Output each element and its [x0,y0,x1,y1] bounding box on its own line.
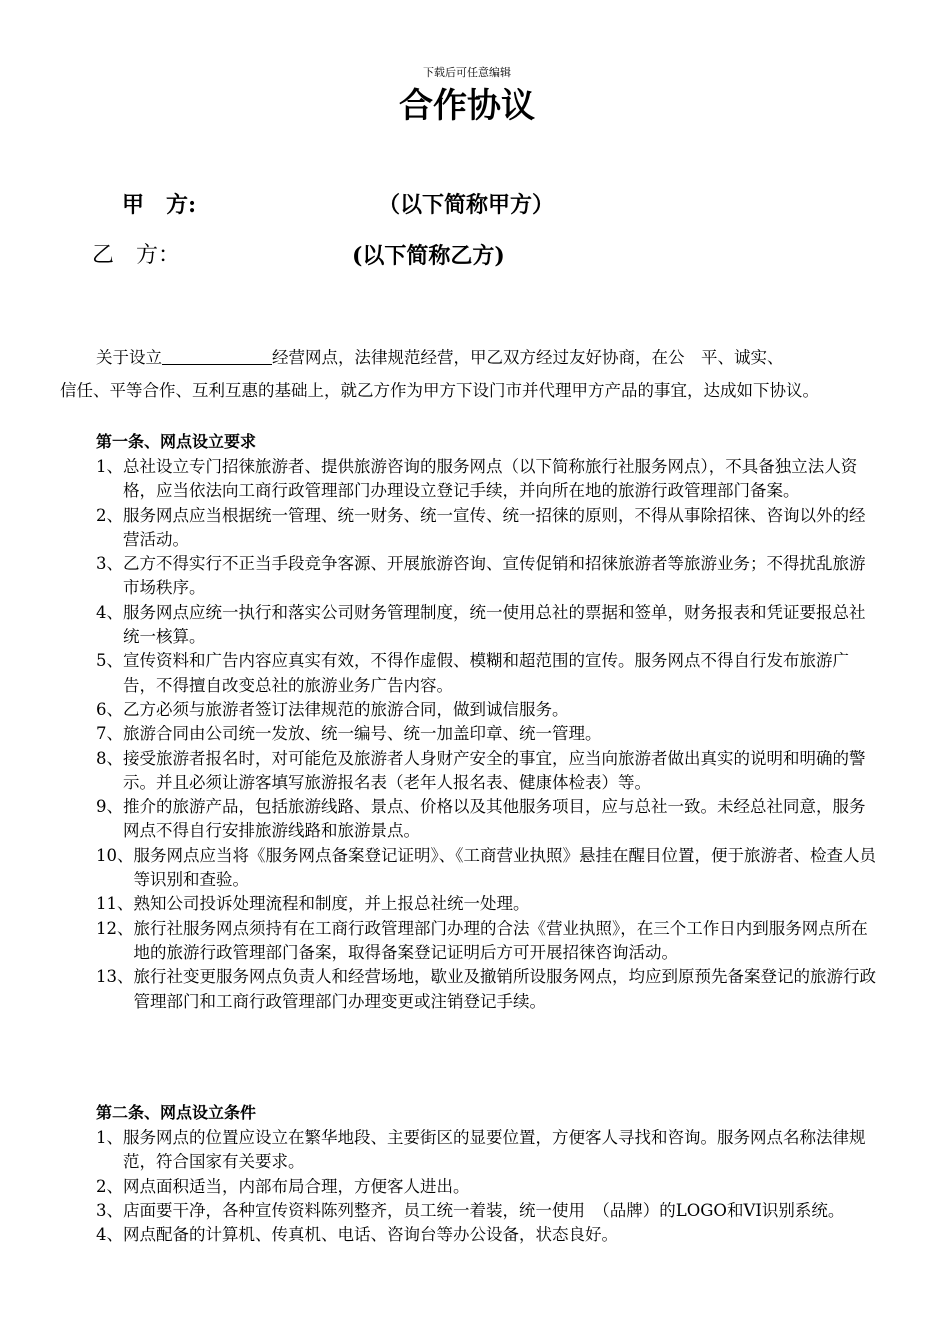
item-number: 2、 [96,505,123,525]
item-number: 5、 [96,651,123,671]
party-b-label: 乙 方： [92,243,181,268]
list-item [96,552,876,601]
item-number: 8、 [96,748,123,768]
list-item [96,795,876,844]
item-text: 旅行社服务网点须持有在工商行政管理部门办理的合法《营业执照》，在三个工作日内到服务网点所在地的旅游行政管理部门备案，取得备案登记证明后方可开展招徕咨询活动。 [133,918,868,962]
item-number: 6、 [96,699,123,719]
intro-suffix: 经营网点，法律规范经营，甲乙双方经过友好协商，在公 平、诚实、 [272,348,784,367]
list-item [96,917,876,966]
party-b-note: (以下简称乙方) [352,243,505,269]
list-item [96,1199,876,1223]
item-text: 旅游合同由公司统一发放、统一编号、统一加盖印章、统一管理。 [123,724,602,744]
item-text: 宣传资料和广告内容应真实有效，不得作虚假、模糊和超范围的宣传。服务网点不得自行发布旅游广告，不得擅自改变总社的旅游业务广告内容。 [123,651,849,695]
item-number: 10、 [96,845,134,865]
section-1-list [96,455,876,1014]
item-text: 服务网点应当根据统一管理、统一财务、统一宣传、统一招徕的原则，不得从事除招徕、咨询以外的经营活动。 [123,505,866,549]
item-text: 店面要干净，各种宣传资料陈列整齐，员工统一着装，统一使用 （品牌）的LOGO和VI识别系统。 [123,1200,845,1220]
item-number: 4、 [96,1225,123,1245]
blank-field [162,346,272,365]
item-text: 乙方必须与旅游者签订法律规范的旅游合同，做到诚信服务。 [123,699,569,719]
item-text: 熟知公司投诉处理流程和制度，并上报总社统一处理。 [133,894,530,914]
document-title: 合作协议 [399,86,535,126]
item-text: 旅行社变更服务网点负责人和经营场地，歇业及撤销所设服务网点，均应到原预先备案登记的旅游行政管理部门和工商行政管理部门办理变更或注销登记手续。 [133,967,876,1011]
list-item [96,504,876,553]
item-number: 2、 [96,1176,123,1196]
list-item [96,722,876,746]
item-number: 1、 [96,457,123,476]
item-number: 11、 [96,894,134,914]
section-2-list [96,1126,876,1247]
item-number: 12、 [96,918,134,938]
intro-prefix: 关于设立 [96,348,162,367]
list-item [96,601,876,650]
item-text: 推介的旅游产品，包括旅游线路、景点、价格以及其他服务项目，应与总社一致。未经总社同意，服务网点不得自行安排旅游线路和旅游景点。 [123,797,866,841]
list-item [96,455,876,504]
list-item [96,1126,876,1175]
item-number: 3、 [96,1200,123,1220]
item-text: 服务网点应统一执行和落实公司财务管理制度，统一使用总社的票据和签单，财务报表和凭证要报总社统一核算。 [123,602,866,647]
list-item [96,1223,876,1247]
item-number: 4、 [96,602,123,622]
intro-line-1 [96,345,914,371]
header-note: 下载后可任意编辑 [423,66,511,79]
item-text: 总社设立专门招徕旅游者、提供旅游咨询的服务网点（以下简称旅行社服务网点），不具备独立法人资格，应当依法向工商行政管理部门办理设立登记手续，并向所在地的旅游行政管理部门备案。 [123,457,858,501]
intro-line-2: 信任、平等合作、互利互惠的基础上，就乙方作为甲方下设门市并代理甲方产品的事宜，达成如下协议。 [60,381,819,400]
item-number: 13、 [96,967,134,987]
item-text: 服务网点应当将《服务网点备案登记证明》、《工商营业执照》悬挂在醒目位置，便于旅游者、检查人员等识别和查验。 [133,845,876,890]
item-number: 1、 [96,1128,123,1147]
section-1-title: 第一条、网点设立要求 [96,432,257,451]
list-item [96,892,876,916]
item-text: 接受旅游者报名时，对可能危及旅游者人身财产安全的事宜，应当向旅游者做出真实的说明和明确的警示。并且必须让游客填写旅游报名表（老年人报名表、健康体检表）等。 [123,748,866,792]
item-text: 网点配备的计算机、传真机、电话、咨询台等办公设备，状态良好。 [123,1225,618,1245]
item-text: 乙方不得实行不正当手段竞争客源、开展旅游咨询、宣传促销和招徕旅游者等旅游业务；不得扰乱旅游市场秩序。 [123,554,866,598]
party-a-label: 甲 方: [122,192,197,218]
list-item [96,844,876,893]
party-a-note: （以下简称甲方） [378,192,555,218]
list-item [96,965,876,1014]
list-item [96,1175,876,1199]
item-text: 服务网点的位置应设立在繁华地段、主要街区的显要位置，方便客人寻找和咨询。服务网点名称法律规范，符合国家有关要求。 [123,1128,866,1172]
list-item [96,747,876,796]
list-item [96,649,876,698]
item-number: 7、 [96,724,123,744]
section-2-title: 第二条、网点设立条件 [96,1103,257,1122]
item-number: 9、 [96,797,123,817]
item-number: 3、 [96,554,123,574]
item-text: 网点面积适当，内部布局合理，方便客人进出。 [123,1176,470,1196]
list-item [96,698,876,722]
